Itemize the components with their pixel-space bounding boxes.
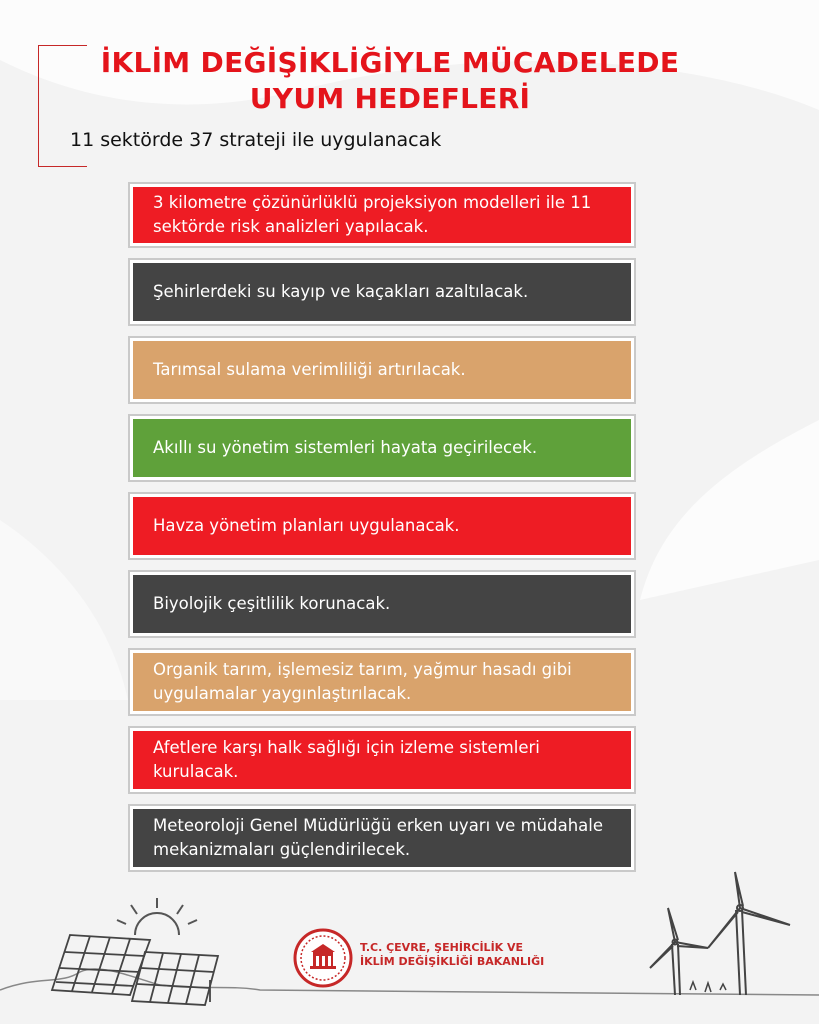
goal-item-text: Akıllı su yönetim sistemleri hayata geçirilecek. — [133, 419, 631, 477]
goal-item-text: Şehirlerdeki su kayıp ve kaçakları azaltılacak. — [133, 263, 631, 321]
goal-item — [128, 570, 636, 638]
goal-item-text: Havza yönetim planları uygulanacak. — [133, 497, 631, 555]
ministry-emblem — [293, 928, 353, 988]
goal-item — [128, 726, 636, 794]
goal-item — [128, 414, 636, 482]
goal-list — [128, 182, 636, 882]
ministry-name — [360, 941, 544, 969]
goal-item — [128, 182, 636, 248]
goal-item — [128, 648, 636, 716]
goal-item — [128, 492, 636, 560]
wind-turbine-icon — [650, 908, 708, 995]
goal-item-text: Meteoroloji Genel Müdürlüğü erken uyarı ve müdahale mekanizmaları güçlendirilecek. — [133, 809, 631, 867]
goal-item-text: Organik tarım, işlemesiz tarım, yağmur hasadı gibi uygulamalar yaygınlaştırılacak. — [133, 653, 631, 711]
wind-turbine-icon — [708, 872, 790, 995]
sun-icon — [117, 898, 197, 935]
title-line-1: İKLİM DEĞİŞİKLİĞİYLE MÜCADELEDE — [100, 46, 680, 79]
goal-item-text: Tarımsal sulama verimliliği artırılacak. — [133, 341, 631, 399]
ministry-name-line-1: T.C. ÇEVRE, ŞEHİRCİLİK VE — [360, 941, 524, 954]
page-subtitle: 11 sektörde 37 strateji ile uygulanacak — [70, 129, 442, 151]
goal-item — [128, 258, 636, 326]
solar-panel-icon — [132, 952, 218, 1005]
page-title — [60, 45, 720, 117]
goal-item-text: Biyolojik çeşitlilik korunacak. — [133, 575, 631, 633]
title-line-2: UYUM HEDEFLERİ — [249, 82, 531, 115]
ministry-name-line-2: İKLİM DEĞİŞİKLİĞİ BAKANLIĞI — [360, 955, 545, 968]
goal-item-text: Afetlere karşı halk sağlığı için izleme sistemleri kurulacak. — [133, 731, 631, 789]
goal-item — [128, 336, 636, 404]
goal-item-text: 3 kilometre çözünürlüklü projeksiyon modelleri ile 11 sektörde risk analizleri yapılacak. — [133, 187, 631, 243]
goal-item — [128, 804, 636, 872]
